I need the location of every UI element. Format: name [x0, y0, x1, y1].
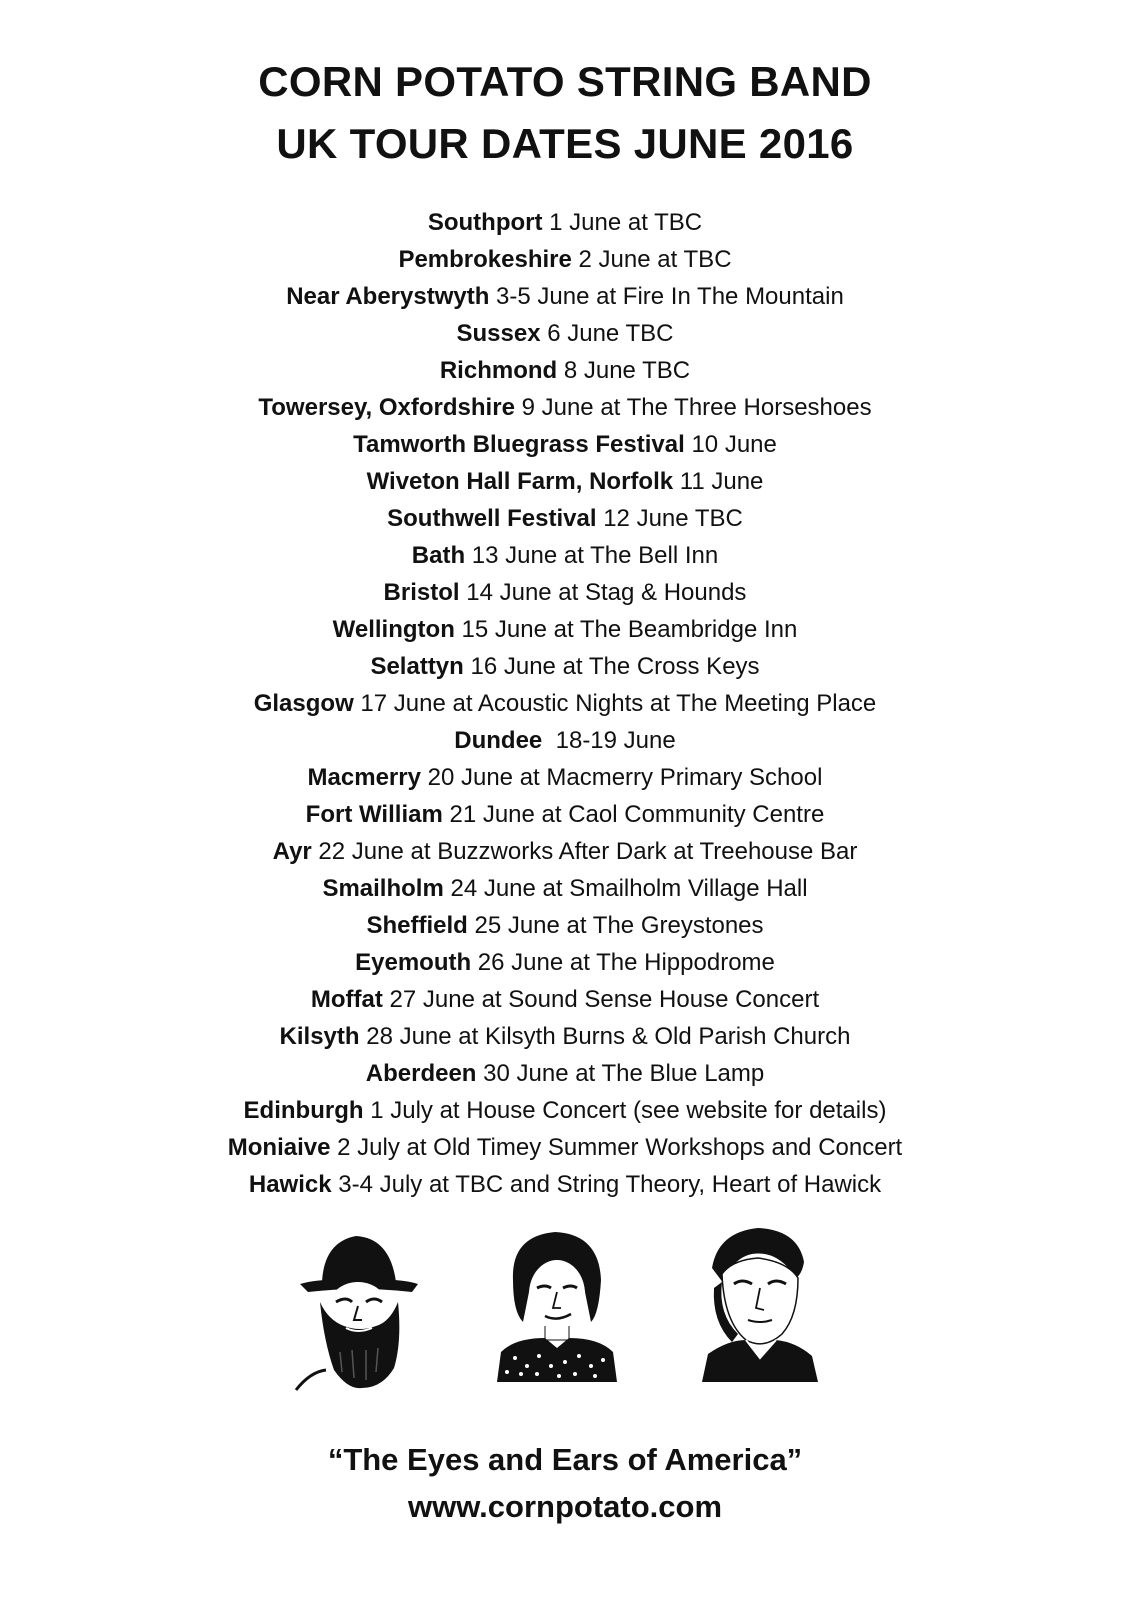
tour-date-details: 27 June at Sound Sense House Concert — [382, 986, 820, 1013]
tour-date-place: Smailholm — [322, 875, 444, 902]
tour-date-item — [0, 204, 1130, 241]
bearded-man-portrait-image — [290, 1222, 430, 1392]
tour-date-details: 14 June at Stag & Hounds — [459, 579, 747, 606]
tour-date-place: Wellington — [332, 616, 455, 643]
tour-date-item — [0, 426, 1130, 463]
tour-date-place: Southwell Festival — [387, 505, 597, 532]
tour-date-details: 1 June at TBC — [542, 209, 703, 236]
tour-date-place: Sheffield — [366, 912, 468, 939]
tour-date-item — [0, 1129, 1130, 1166]
tour-date-details: 8 June TBC — [557, 357, 691, 384]
tour-date-details: 2 June at TBC — [571, 246, 732, 273]
woman-portrait-image — [495, 1222, 619, 1382]
tour-date-details: 11 June — [673, 468, 764, 495]
band-tagline: “The Eyes and Ears of America” — [327, 1442, 803, 1477]
tour-date-item — [0, 1018, 1130, 1055]
tour-date-place: Moniaive — [227, 1134, 331, 1161]
tour-date-item — [0, 574, 1130, 611]
tour-date-place: Edinburgh — [243, 1097, 364, 1124]
tour-date-item — [0, 722, 1130, 759]
tour-date-item — [0, 463, 1130, 500]
tour-date-place: Near Aberystwyth — [286, 283, 490, 310]
tour-date-details: 13 June at The Bell Inn — [465, 542, 719, 569]
tour-date-place: Southport — [427, 209, 543, 236]
tour-date-place: Aberdeen — [365, 1060, 477, 1087]
poster-title: CORN POTATO STRING BAND — [258, 58, 872, 105]
tour-date-item — [0, 241, 1130, 278]
tour-date-details: 16 June at The Cross Keys — [463, 653, 760, 680]
tour-date-details: 20 June at Macmerry Primary School — [420, 764, 823, 791]
poster-subtitle: UK TOUR DATES JUNE 2016 — [276, 120, 854, 167]
tour-date-place: Sussex — [456, 320, 541, 347]
tour-date-place: Fort William — [305, 801, 443, 828]
tour-date-item — [0, 315, 1130, 352]
band-portraits — [0, 1222, 1130, 1422]
tour-date-place: Selattyn — [370, 653, 464, 680]
tour-date-item — [0, 537, 1130, 574]
tour-date-details: 9 June at The Three Horseshoes — [514, 394, 872, 421]
tour-date-place: Kilsyth — [279, 1023, 360, 1050]
tour-date-place: Tamworth Bluegrass Festival — [353, 431, 685, 458]
tour-date-item — [0, 759, 1130, 796]
tour-date-item — [0, 1055, 1130, 1092]
tour-date-place: Eyemouth — [355, 949, 472, 976]
tour-date-item — [0, 981, 1130, 1018]
tour-date-item — [0, 870, 1130, 907]
tour-date-place: Dundee — [454, 727, 543, 754]
tour-date-details: 24 June at Smailholm Village Hall — [443, 875, 808, 902]
tour-date-details: 26 June at The Hippodrome — [471, 949, 775, 976]
tour-date-details: 22 June at Buzzworks After Dark at Treehouse Bar — [311, 838, 858, 865]
tour-date-place: Richmond — [439, 357, 558, 384]
tour-date-details: 3-5 June at Fire In The Mountain — [489, 283, 844, 310]
tour-date-item — [0, 352, 1130, 389]
tour-date-item — [0, 500, 1130, 537]
tour-date-item — [0, 648, 1130, 685]
website-url: www.cornpotato.com — [407, 1489, 723, 1524]
tour-date-item — [0, 907, 1130, 944]
tour-date-details: 28 June at Kilsyth Burns & Old Parish Church — [359, 1023, 851, 1050]
tour-date-place: Hawick — [248, 1171, 332, 1198]
tour-date-item — [0, 1166, 1130, 1203]
tour-date-place: Bristol — [383, 579, 460, 606]
tour-date-details: 10 June — [684, 431, 777, 458]
tour-date-item — [0, 796, 1130, 833]
tour-date-item — [0, 611, 1130, 648]
tour-date-details: 6 June TBC — [540, 320, 674, 347]
tour-date-details: 15 June at The Beambridge Inn — [454, 616, 798, 643]
tour-date-details: 25 June at The Greystones — [467, 912, 764, 939]
tour-date-details: 3-4 July at TBC and String Theory, Heart of Hawick — [331, 1171, 882, 1198]
tour-date-place: Bath — [411, 542, 466, 569]
tour-date-details: 2 July at Old Timey Summer Workshops and Concert — [330, 1134, 903, 1161]
tour-date-details: 30 June at The Blue Lamp — [476, 1060, 765, 1087]
tour-date-details: 18-19 June — [542, 727, 676, 754]
tour-date-details: 12 June TBC — [596, 505, 743, 532]
tour-date-place: Glasgow — [253, 690, 354, 717]
tour-date-details: 21 June at Caol Community Centre — [442, 801, 825, 828]
young-man-portrait-image — [698, 1222, 822, 1382]
tour-date-item — [0, 685, 1130, 722]
tour-date-item — [0, 278, 1130, 315]
tour-date-place: Moffat — [310, 986, 383, 1013]
tour-date-item — [0, 389, 1130, 426]
tour-date-details: 17 June at Acoustic Nights at The Meeting Place — [353, 690, 877, 717]
tour-date-item — [0, 1092, 1130, 1129]
tour-date-place: Pembrokeshire — [398, 246, 572, 273]
tour-date-place: Towersey, Oxfordshire — [258, 394, 515, 421]
tour-date-item — [0, 944, 1130, 981]
tour-date-place: Macmerry — [307, 764, 421, 791]
tour-date-place: Wiveton Hall Farm, Norfolk — [366, 468, 674, 495]
tour-date-place: Ayr — [272, 838, 312, 865]
tour-date-item — [0, 833, 1130, 870]
tour-dates-list — [0, 204, 1130, 1203]
tour-date-details: 1 July at House Concert (see website for details) — [363, 1097, 887, 1124]
